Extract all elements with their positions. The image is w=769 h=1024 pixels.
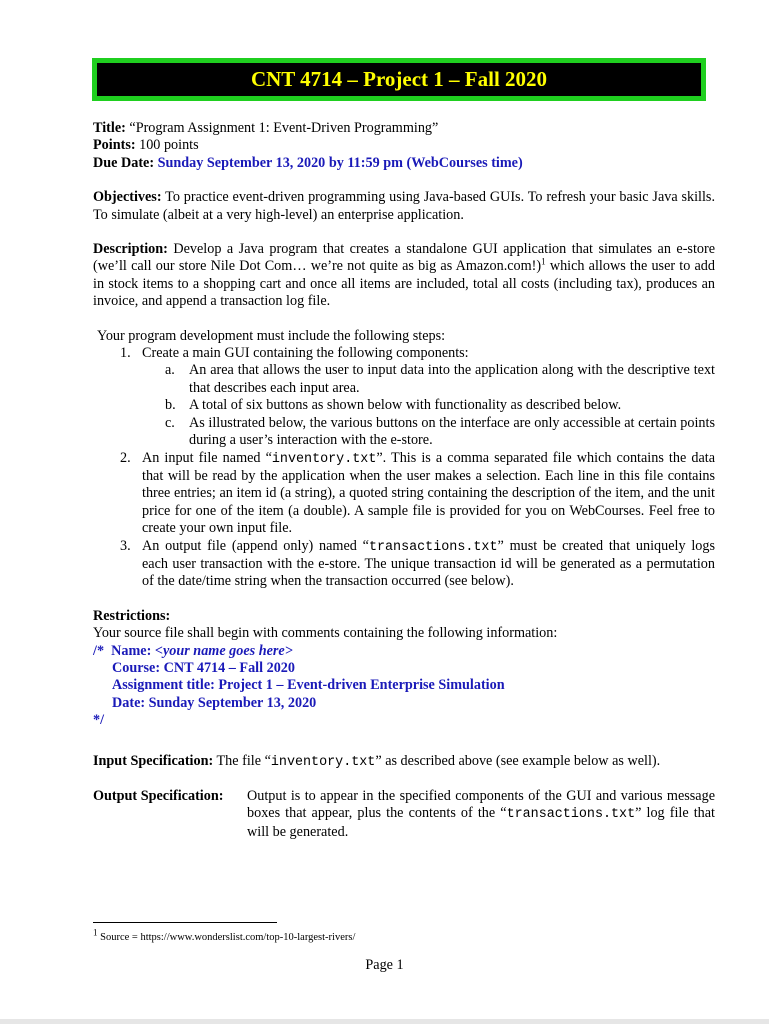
output-spec-text-cont: ” log file that will be generated. bbox=[247, 805, 716, 840]
substep-text: As illustrated below, the various buttons on the interface are only accessible at certain points during a user’s interaction with the e-store. bbox=[189, 414, 715, 449]
footnote-reference: 1 bbox=[541, 256, 546, 267]
inventory-filename: inventory.txt bbox=[271, 451, 377, 467]
title-label: Title: bbox=[93, 120, 126, 136]
substep-letter: b. bbox=[165, 397, 176, 414]
description-text-2: which allows the user to add in stock items to a shopping cart and once all items are included, total all costs (including tax), produces an invoice, and append a transaction log file. bbox=[93, 258, 715, 310]
step-number: 1. bbox=[120, 345, 131, 362]
step-3 bbox=[97, 538, 715, 591]
due-date-value: Sunday September 13, 2020 by 11:59 pm (WebCourses time) bbox=[157, 154, 523, 171]
substep-text: An area that allows the user to input data into the application along with the descriptive text that describes each input area. bbox=[189, 362, 715, 396]
input-spec-text-cont: ” as described above (see example below as well). bbox=[375, 752, 661, 769]
step-2 bbox=[97, 450, 715, 538]
input-spec-label: Input Specification: bbox=[93, 752, 214, 769]
step-number: 3. bbox=[120, 537, 131, 554]
document-title: CNT 4714 – Project 1 – Fall 2020 bbox=[250, 67, 548, 91]
substep-b bbox=[97, 397, 715, 414]
substep-text: A total of six buttons as shown below with functionality as described below. bbox=[189, 397, 622, 414]
title-banner-inner bbox=[95, 61, 703, 98]
step-text: An output file (append only) named “ bbox=[142, 537, 369, 554]
input-spec-text: The file “ bbox=[216, 752, 271, 769]
comment-open: /* bbox=[93, 642, 105, 659]
comment-name-line bbox=[93, 643, 715, 660]
page-number: Page 1 bbox=[365, 957, 404, 973]
description-label: Description: bbox=[93, 241, 168, 258]
points-value: 100 points bbox=[139, 137, 199, 154]
comment-name-label: Name: bbox=[111, 642, 152, 659]
step-text-cont: ” must be created that uniquely logs each user transaction with the e-store. The unique transaction id will be generated as a permutation of the date/time string when the transaction occurred (see below). bbox=[142, 537, 715, 590]
output-spec-text-block bbox=[247, 788, 715, 841]
substep-letter: a. bbox=[165, 362, 175, 379]
comment-course: Course: CNT 4714 – Fall 2020 bbox=[112, 659, 295, 676]
substep-a bbox=[97, 362, 715, 397]
output-spec-label: Output Specification: bbox=[93, 788, 224, 804]
comment-name-value: <your name goes here> bbox=[154, 642, 293, 659]
comment-close: */ bbox=[93, 712, 105, 729]
due-date-label: Due Date: bbox=[93, 154, 155, 171]
output-spec-filename: transactions.txt bbox=[506, 807, 636, 823]
objectives-label: Objectives: bbox=[93, 189, 162, 206]
footnote bbox=[93, 927, 356, 943]
output-spec-text: Output is to appear in the specified components of the GUI and various message boxes that appear, plus the contents of the “ bbox=[247, 788, 715, 822]
due-date-line bbox=[93, 155, 715, 172]
step-number: 2. bbox=[120, 449, 131, 466]
comment-assignment: Assignment title: Project 1 – Event-driven Enterprise Simulation bbox=[112, 677, 505, 694]
restrictions-text: Your source file shall begin with comments containing the following information: bbox=[93, 625, 558, 642]
objectives-paragraph bbox=[93, 189, 715, 224]
footnote-divider bbox=[93, 922, 277, 923]
restrictions-label: Restrictions: bbox=[93, 607, 171, 624]
steps-list bbox=[97, 345, 715, 591]
points-line bbox=[93, 137, 715, 154]
step-1 bbox=[97, 345, 715, 362]
title-line bbox=[93, 120, 715, 137]
comment-date: Date: Sunday September 13, 2020 bbox=[112, 694, 317, 711]
step-text: Create a main GUI containing the following components: bbox=[142, 345, 469, 362]
footnote-mark: 1 bbox=[93, 927, 98, 938]
description-text-1: Develop a Java program that creates a standalone GUI application that simulates an e-store (we’ll call our store Nile Dot Com… we’re not quite as big as Amazon.com!) bbox=[93, 241, 715, 275]
description-paragraph bbox=[93, 241, 715, 311]
footnote-text: Source = https://www.wonderslist.com/top-10-largest-rivers/ bbox=[97, 932, 356, 943]
step-text: An input file named “ bbox=[142, 449, 272, 466]
step-text-cont: ”. This is a comma separated file which contains the data that will be read by the application when the user makes a selection. Each line in this file contains three entries; an item id (a string), a quoted string containing the description of the item, and the unit price for one of the item (a double). A sample file is provided for you on WebCourses. Feel free to create your own input file. bbox=[142, 449, 715, 537]
input-spec-paragraph bbox=[93, 753, 715, 771]
title-value: “Program Assignment 1: Event-Driven Programming” bbox=[129, 120, 439, 136]
document-body bbox=[93, 120, 715, 841]
objectives-text: To practice event-driven programming using Java-based GUIs. To refresh your basic Java skills. To simulate (albeit at a very high-level) an enterprise application. bbox=[93, 189, 715, 223]
transactions-filename: transactions.txt bbox=[368, 539, 498, 555]
substep-letter: c. bbox=[165, 414, 175, 431]
output-spec-paragraph bbox=[93, 788, 715, 841]
steps-intro: Your program development must include the following steps: bbox=[97, 327, 446, 344]
points-label: Points: bbox=[93, 137, 136, 154]
substep-c bbox=[97, 415, 715, 450]
input-spec-filename: inventory.txt bbox=[270, 754, 376, 770]
title-banner bbox=[92, 58, 706, 101]
